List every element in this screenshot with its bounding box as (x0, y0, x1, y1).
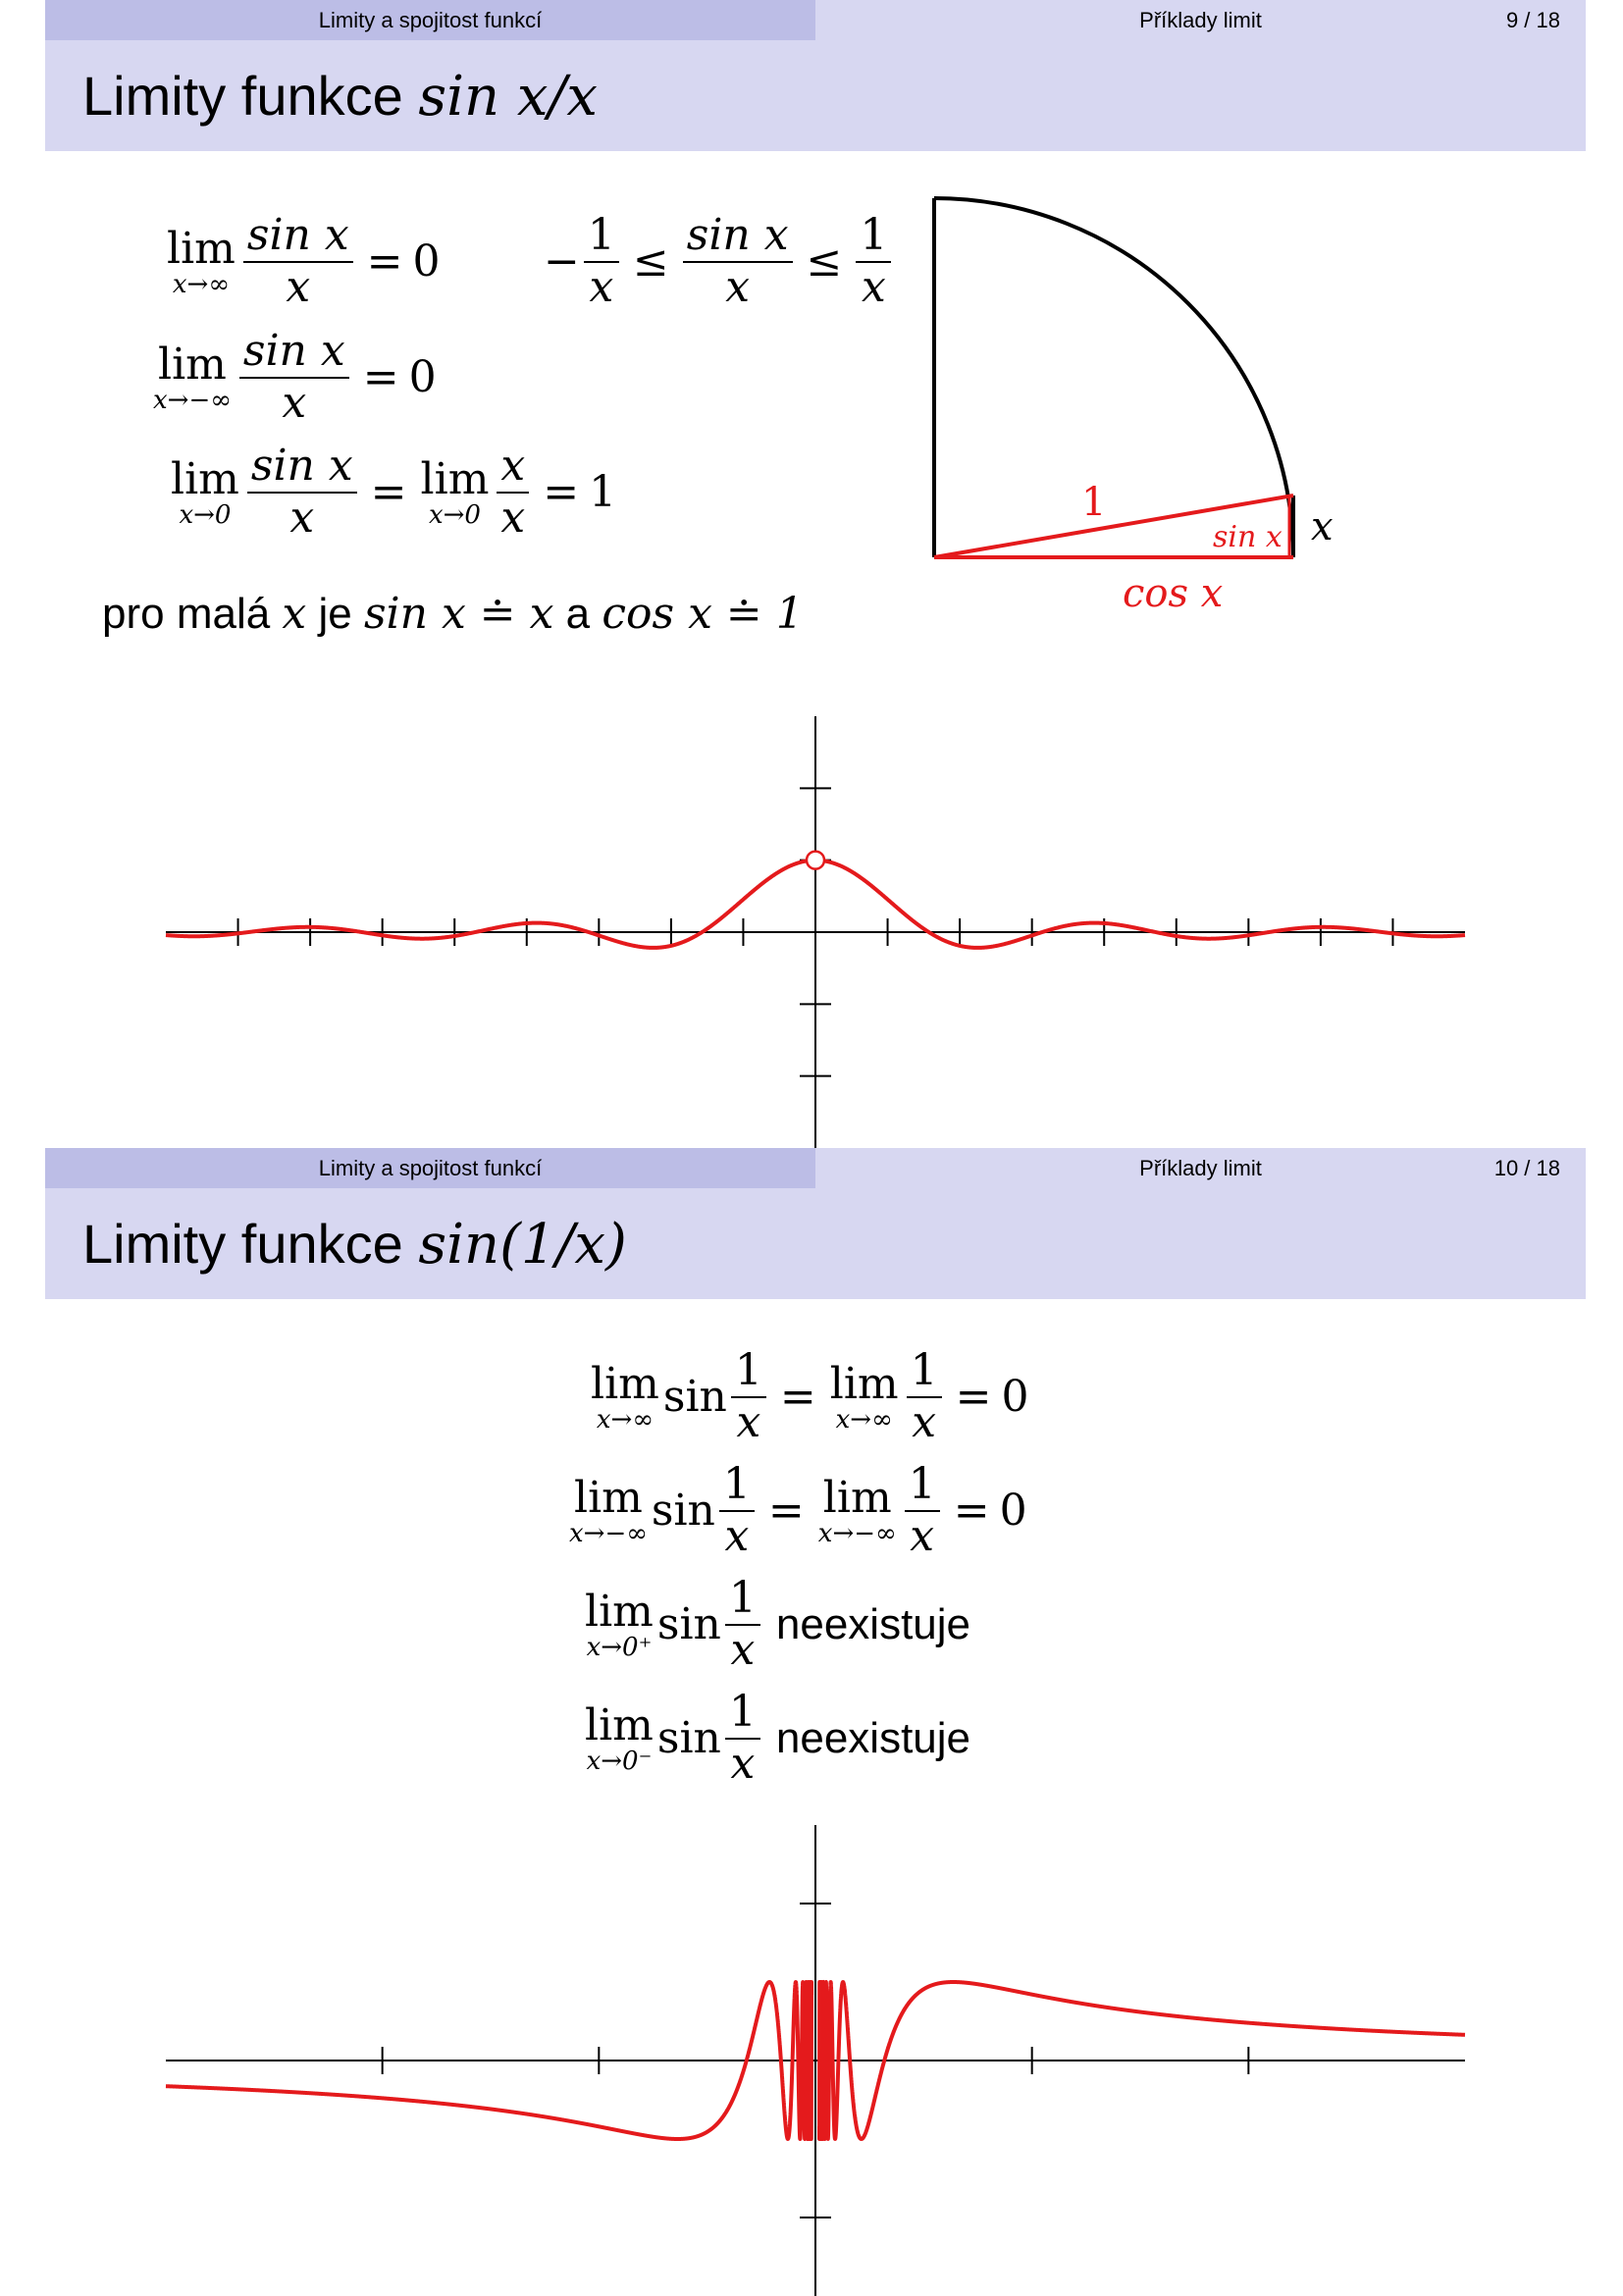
slide-10 (45, 1148, 1586, 2296)
removed-point-marker (807, 852, 824, 869)
page-number: 10 / 18 (1493, 1155, 1560, 1180)
label-sin: sin x (1213, 520, 1283, 554)
formula-lim-zero: lim x→0 $\frac{\text{sin x}}{x}$ = lim x→0 $\frac{x}{x}$ = 1 (171, 441, 617, 543)
slide-title-bar (45, 1188, 1586, 1299)
title-math: sin(1/x) (418, 1213, 627, 1277)
label-cos: cos x (1123, 571, 1224, 616)
header-course: Limity a spojitost funkcí (45, 0, 815, 40)
slide-title-bar (45, 40, 1586, 151)
formula-lim-neg-inf: lim x→−∞ $\frac{\text{sin x}}{x}$ = 0 (153, 326, 437, 428)
sin-inverse-chart (45, 1820, 1586, 2296)
formula-lim-neg-inf: lim x→−∞ sin $\frac{1}{x}$ = lim x→−∞ $\frac{1}{x}$ = 0 (569, 1459, 1027, 1561)
slide-header (45, 0, 1586, 40)
slide-9 (45, 0, 1586, 1148)
header-section: Příklady limit (1139, 1155, 1262, 1180)
slide-title: Limity funkce sin(1/x) (82, 1213, 627, 1277)
slide-header (45, 1148, 1586, 1188)
title-math: sin x/x (418, 65, 598, 129)
formula-lim-inf: lim x→∞ sin $\frac{1}{x}$ = lim x→∞ $\frac{1}{x}$ = 0 (591, 1345, 1029, 1447)
header-section: Příklady limit (1139, 7, 1262, 32)
unit-circle-diagram (909, 186, 1399, 628)
formula-lim-zero-plus: lim x→0⁺ sin $\frac{1}{x}$ neexistuje (585, 1573, 971, 1675)
approximation-note: pro malá x je sin x ≐ x a cos x ≐ 1 (102, 589, 804, 639)
label-x: x (1311, 504, 1334, 549)
header-course: Limity a spojitost funkcí (45, 1148, 815, 1188)
slide-title: Limity funkce sin x/x (82, 65, 598, 129)
label-one: 1 (1081, 480, 1107, 525)
sinc-chart (45, 711, 1586, 1148)
formula-lim-zero-minus: lim x→0⁻ sin $\frac{1}{x}$ neexistuje (585, 1687, 971, 1789)
formula-lim-inf: lim x→∞ $\frac{\text{sin x}}{x}$ = 0 (167, 210, 441, 312)
page-number: 9 / 18 (1505, 7, 1560, 32)
formula-inequality: − $\frac{1}{x}$ ≤ $\frac{\text{sin x}}{x}$ ≤ $\frac{1}{x}$ (544, 211, 895, 312)
